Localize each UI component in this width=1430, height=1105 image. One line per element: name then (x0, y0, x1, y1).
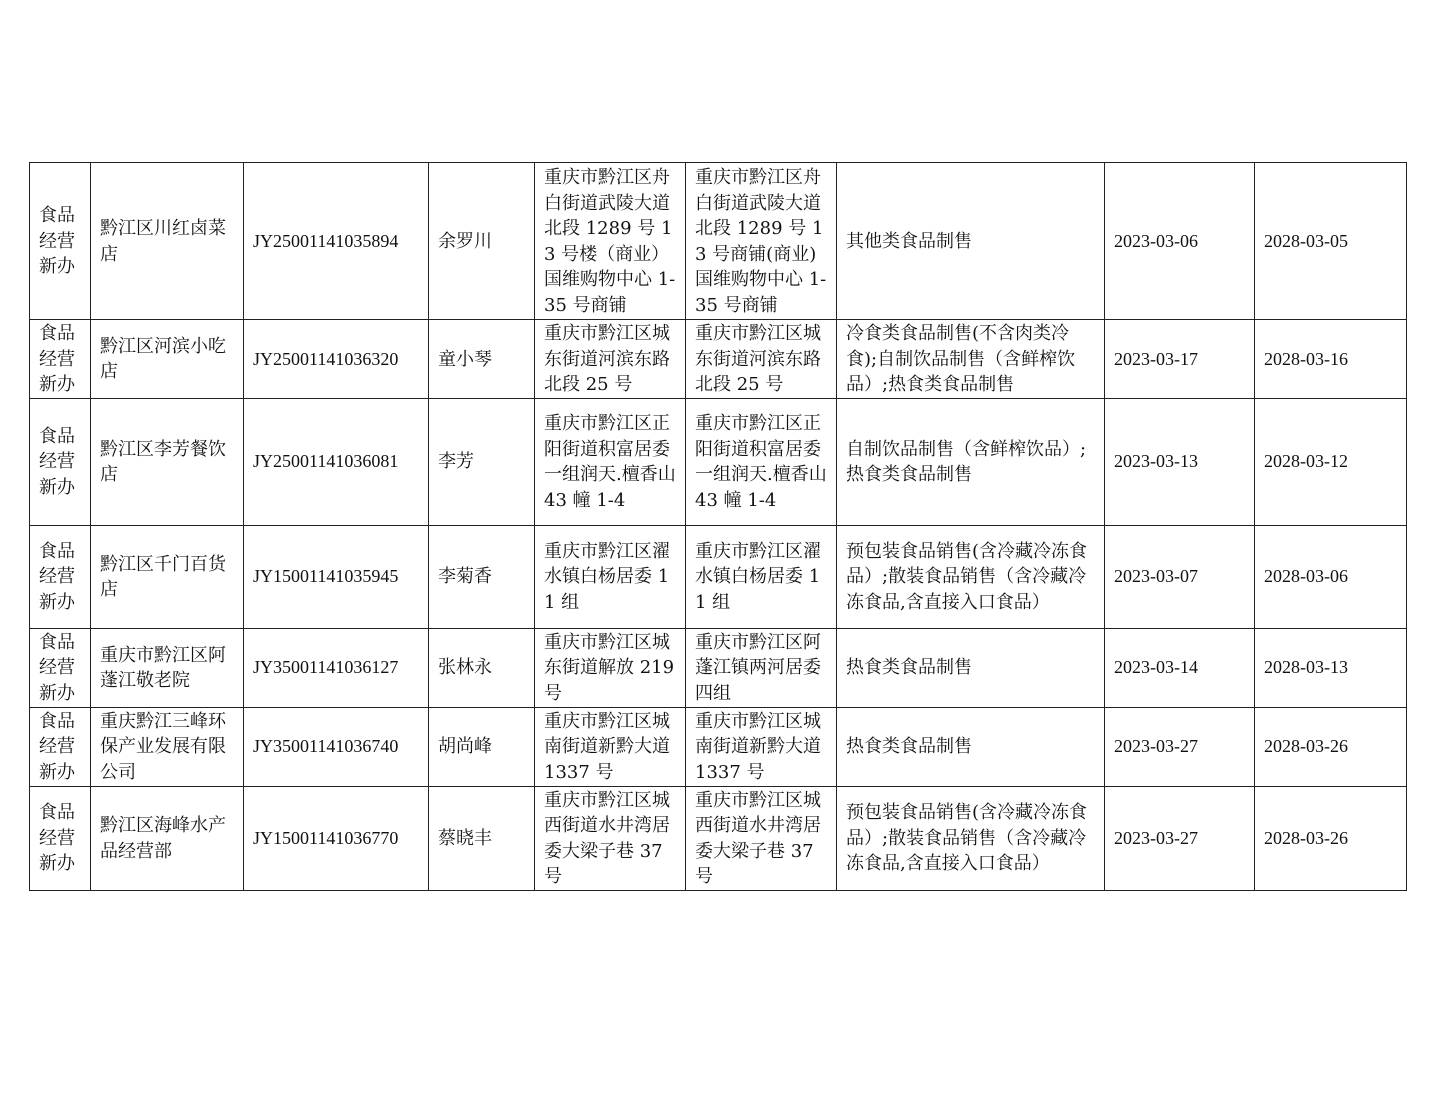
table-row (30, 707, 1407, 786)
cell-scope: 热食类食品制售 (837, 707, 1105, 786)
cell-address2: 重庆市黔江区阿蓬江镇两河居委四组 (686, 628, 837, 707)
cell-code: JY35001141036127 (244, 628, 429, 707)
cell-person: 蔡晓丰 (429, 786, 535, 890)
cell-type: 食品经营新办 (30, 628, 91, 707)
cell-issue-date: 2023-03-27 (1105, 707, 1255, 786)
cell-address1: 重庆市黔江区舟白街道武陵大道北段 1289 号 13 号楼（商业）国维购物中心 1-35 号商铺 (535, 163, 686, 320)
cell-code: JY25001141035894 (244, 163, 429, 320)
cell-person: 张林永 (429, 628, 535, 707)
cell-expiry-date: 2028-03-12 (1255, 398, 1407, 525)
cell-issue-date: 2023-03-06 (1105, 163, 1255, 320)
cell-issue-date: 2023-03-14 (1105, 628, 1255, 707)
table-row (30, 628, 1407, 707)
cell-name: 黔江区海峰水产品经营部 (91, 786, 244, 890)
table-row (30, 398, 1407, 525)
cell-person: 李芳 (429, 398, 535, 525)
table-row (30, 525, 1407, 628)
cell-name: 重庆黔江三峰环保产业发展有限公司 (91, 707, 244, 786)
cell-expiry-date: 2028-03-26 (1255, 786, 1407, 890)
cell-person: 童小琴 (429, 320, 535, 399)
cell-person: 余罗川 (429, 163, 535, 320)
cell-issue-date: 2023-03-27 (1105, 786, 1255, 890)
cell-address1: 重庆市黔江区城西街道水井湾居委大梁子巷 37 号 (535, 786, 686, 890)
cell-scope: 其他类食品制售 (837, 163, 1105, 320)
cell-address2: 重庆市黔江区濯水镇白杨居委 11 组 (686, 525, 837, 628)
cell-scope: 预包装食品销售(含冷藏冷冻食品）;散装食品销售（含冷藏冷冻食品,含直接入口食品） (837, 525, 1105, 628)
cell-address2: 重庆市黔江区城西街道水井湾居委大梁子巷 37 号 (686, 786, 837, 890)
cell-expiry-date: 2028-03-06 (1255, 525, 1407, 628)
cell-address2: 重庆市黔江区舟白街道武陵大道北段 1289 号 13 号商铺(商业)国维购物中心 1-35 号商铺 (686, 163, 837, 320)
cell-address1: 重庆市黔江区城东街道解放 219 号 (535, 628, 686, 707)
cell-name: 黔江区川红卤菜店 (91, 163, 244, 320)
cell-expiry-date: 2028-03-13 (1255, 628, 1407, 707)
cell-type: 食品经营新办 (30, 320, 91, 399)
cell-name: 重庆市黔江区阿蓬江敬老院 (91, 628, 244, 707)
table-row (30, 320, 1407, 399)
cell-person: 李菊香 (429, 525, 535, 628)
cell-address2: 重庆市黔江区城南街道新黔大道 1337 号 (686, 707, 837, 786)
cell-name: 黔江区千门百货店 (91, 525, 244, 628)
cell-scope: 自制饮品制售（含鲜榨饮品）;热食类食品制售 (837, 398, 1105, 525)
cell-scope: 预包装食品销售(含冷藏冷冻食品）;散装食品销售（含冷藏冷冻食品,含直接入口食品） (837, 786, 1105, 890)
cell-address1: 重庆市黔江区正阳街道积富居委一组润天.檀香山 43 幢 1-4 (535, 398, 686, 525)
cell-code: JY35001141036740 (244, 707, 429, 786)
cell-issue-date: 2023-03-13 (1105, 398, 1255, 525)
cell-expiry-date: 2028-03-16 (1255, 320, 1407, 399)
cell-scope: 冷食类食品制售(不含肉类冷食);自制饮品制售（含鲜榨饮品）;热食类食品制售 (837, 320, 1105, 399)
table-row (30, 786, 1407, 890)
cell-type: 食品经营新办 (30, 398, 91, 525)
cell-code: JY15001141036770 (244, 786, 429, 890)
cell-issue-date: 2023-03-07 (1105, 525, 1255, 628)
cell-scope: 热食类食品制售 (837, 628, 1105, 707)
cell-code: JY15001141035945 (244, 525, 429, 628)
cell-expiry-date: 2028-03-26 (1255, 707, 1407, 786)
cell-code: JY25001141036320 (244, 320, 429, 399)
cell-address1: 重庆市黔江区城南街道新黔大道 1337 号 (535, 707, 686, 786)
cell-type: 食品经营新办 (30, 707, 91, 786)
cell-address1: 重庆市黔江区城东街道河滨东路北段 25 号 (535, 320, 686, 399)
cell-person: 胡尚峰 (429, 707, 535, 786)
cell-address1: 重庆市黔江区濯水镇白杨居委 11 组 (535, 525, 686, 628)
cell-address2: 重庆市黔江区正阳街道积富居委一组润天.檀香山 43 幢 1-4 (686, 398, 837, 525)
cell-issue-date: 2023-03-17 (1105, 320, 1255, 399)
cell-type: 食品经营新办 (30, 786, 91, 890)
cell-address2: 重庆市黔江区城东街道河滨东路北段 25 号 (686, 320, 837, 399)
table-row (30, 163, 1407, 320)
cell-type: 食品经营新办 (30, 163, 91, 320)
table-body (30, 163, 1407, 891)
cell-name: 黔江区河滨小吃店 (91, 320, 244, 399)
license-table (29, 162, 1407, 891)
cell-expiry-date: 2028-03-05 (1255, 163, 1407, 320)
cell-name: 黔江区李芳餐饮店 (91, 398, 244, 525)
cell-type: 食品经营新办 (30, 525, 91, 628)
cell-code: JY25001141036081 (244, 398, 429, 525)
